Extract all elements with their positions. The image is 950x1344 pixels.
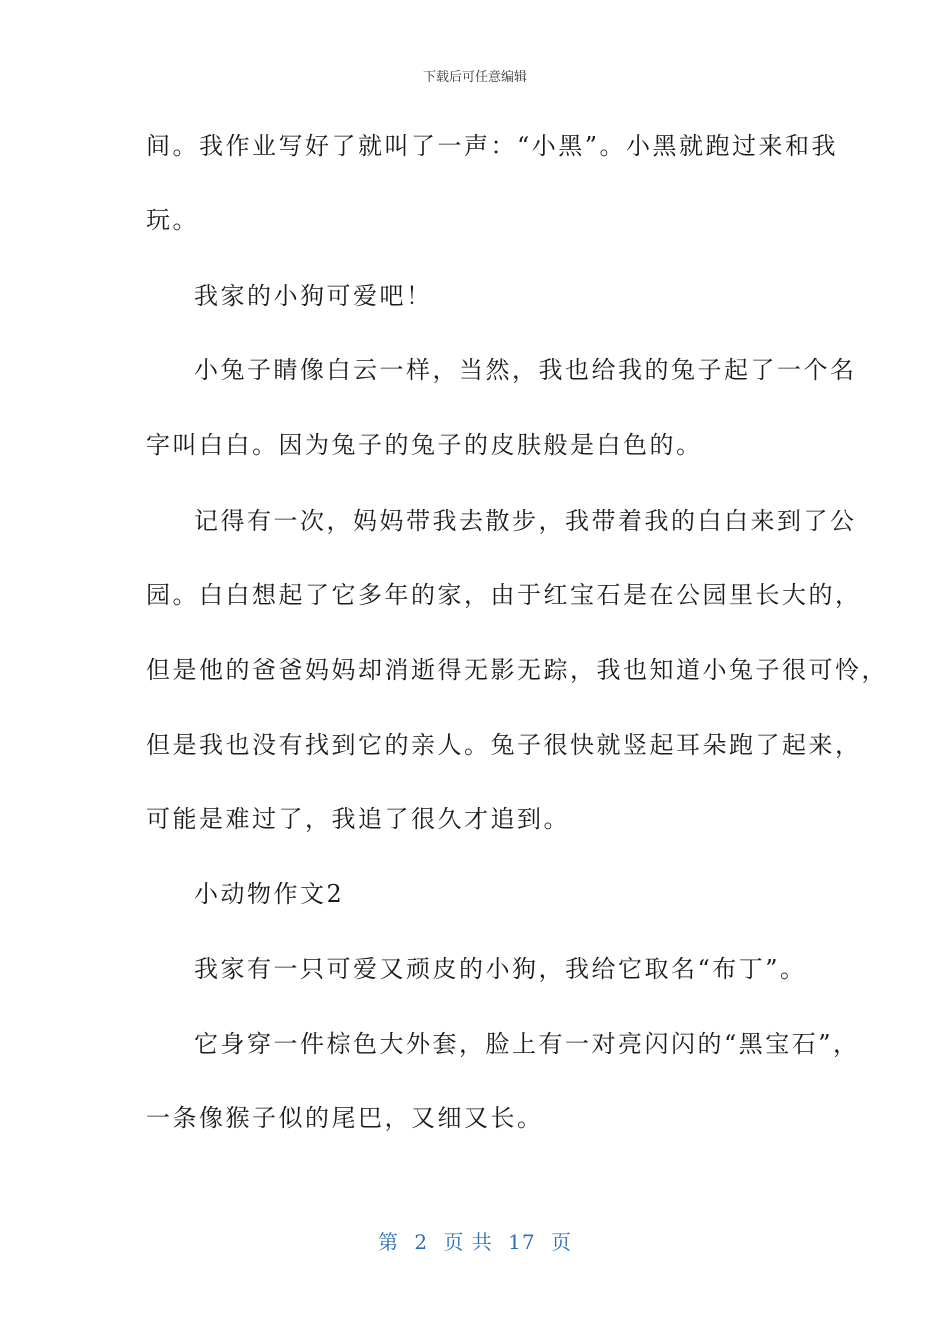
- text-line: 玩。: [146, 206, 199, 234]
- text-line: 但是他的爸爸妈妈却消逝得无影无踪，我也知道小兔子很可怜，: [146, 656, 888, 684]
- paragraph-line: 小兔子睛像白云一样，当然，我也给我的兔子起了一个名: [194, 356, 857, 384]
- paragraph-line: 它身穿一件棕色大外套，脸上有一对亮闪闪的“黑宝石”，: [194, 1030, 860, 1058]
- text-line: 园。白白想起了它多年的家，由于红宝石是在公园里长大的，: [146, 581, 862, 609]
- text-line: 间。我作业写好了就叫了一声：“小黑”。小黑就跑过来和我: [146, 132, 839, 160]
- page-header: 下载后可任意编辑: [422, 70, 527, 85]
- text-line: 可能是难过了，我追了很久才追到。: [146, 805, 570, 833]
- current-page-number: 2: [414, 1230, 429, 1254]
- text-line: 一条像猴子似的尾巴，又细又长。: [146, 1104, 544, 1132]
- footer-prefix: 第: [378, 1230, 399, 1254]
- footer-mid: 页 共: [443, 1230, 493, 1254]
- paragraph-line: 我家有一只可爱又顽皮的小狗，我给它取名“布丁”。: [194, 955, 807, 983]
- paragraph-line: 我家的小狗可爱吧！: [194, 282, 433, 310]
- footer-suffix: 页: [550, 1230, 572, 1254]
- total-pages-number: 17: [508, 1230, 536, 1254]
- section-heading: 小动物作文2: [194, 880, 345, 908]
- page-footer: [0, 1226, 950, 1255]
- paragraph-line: 记得有一次，妈妈带我去散步，我带着我的白白来到了公: [194, 507, 857, 535]
- text-line: 但是我也没有找到它的亲人。兔子很快就竖起耳朵跑了起来，: [146, 731, 862, 759]
- text-line: 字叫白白。因为兔子的兔子的皮肤般是白色的。: [146, 431, 703, 459]
